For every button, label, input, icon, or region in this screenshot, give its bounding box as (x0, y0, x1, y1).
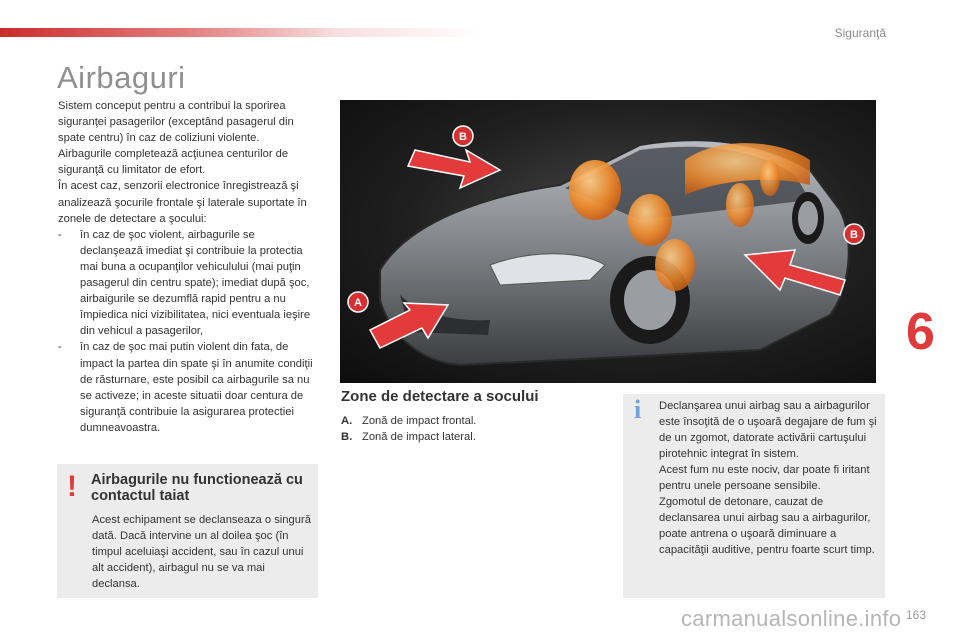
header-accent-bar (0, 28, 480, 37)
warning-title: Airbagurile nu functionează cu contactul taiat (91, 472, 303, 504)
bullet-text: în caz de şoc violent, airbagurile se declanşează imediat şi contribuie la protectia mai buna a ocupanţilor vehiculului (mai puţin pasagerul din centru spate); imediat după şoc, airbaigurile se dezumflă rapid pentru a nu împiedica nici vizibilitatea, nici eventuala ieşire din vehicul a pasagerilor, (80, 228, 311, 338)
warning-text: Acest echipament se declanseaza o singură dată. Dacă intervine un al doilea şoc (în timpul aceluiaşi accident, sau în cazul unui alt accident), airbagul nu se va mai declansa. (92, 514, 311, 590)
watermark: carmanualsonline.info (681, 606, 902, 631)
airbag-illustration (340, 100, 876, 383)
intro-paragraph: În acest caz, senzorii electronice înregistrează şi analizează şocurile frontale şi laterale suportate în zonele de detectare a şocului: (58, 180, 307, 225)
page-number: 163 (906, 608, 927, 622)
intro-paragraph: Sistem conceput pentru a contribui la sporirea siguranţei pasagerilor (exceptând pasagerul din spate centru) în caz de coliziuni violente. (58, 100, 294, 145)
chapter-number: 6 (906, 303, 935, 361)
impact-arrow-left (408, 150, 500, 188)
zone-badge-label: A (354, 297, 362, 309)
warning-icon: ! (67, 470, 77, 503)
list-item (58, 339, 320, 436)
zone-text: Zonă de impact lateral. (362, 431, 476, 443)
page-title: Airbaguri (57, 60, 186, 95)
info-paragraph: Acest fum nu este nociv, dar poate fi iritant pentru unele persoane sensibile. (659, 464, 870, 492)
zone-badge-b-top (453, 126, 473, 146)
bullet-text: în caz de şoc mai putin violent din fata, de impact la partea din spate şi în anumite condiţii de răsturnare, este posibil ca airbagurile sa nu se activeze; in aceste situatii doar centura de siguranţă contribuie la asigurarea protectiei dumneavoastra. (80, 341, 313, 434)
zones-list (341, 413, 601, 445)
bullet-dash: - (58, 341, 62, 354)
zone-badge-b-right (844, 224, 864, 244)
info-icon: i (634, 395, 642, 424)
zone-text: Zonă de impact frontal. (362, 415, 477, 427)
info-text (659, 398, 879, 558)
car-illustration-svg (340, 100, 876, 383)
zone-letter: B. (341, 431, 353, 443)
list-item (341, 429, 601, 445)
zone-badge-label: B (850, 229, 858, 241)
zone-badge-label: B (459, 131, 467, 143)
bullet-dash: - (58, 228, 62, 241)
info-paragraph: Declanşarea unui airbag sau a airbagurilor este însoţită de o uşoară degajare de fum şi de un zgomot, datorate activării cartuşului pirotehnic integrat în sistem. (659, 400, 877, 460)
intro-bullet-list (58, 227, 320, 436)
info-paragraph: Zgomotul de detonare, cauzat de declansarea unui airbag sau a airbagurilor, poate antrena o uşoară diminuare a capacităţii auditive, pentru foarte scurt timp. (659, 496, 875, 556)
info-box (623, 394, 885, 598)
section-name: Siguranţă (834, 26, 886, 40)
list-item (341, 413, 601, 429)
intro-paragraph: Airbagurile completează acţiunea centurilor de siguranţă cu limitator de efort. (58, 148, 289, 177)
warning-box (57, 464, 318, 598)
zones-title: Zone de detectare a socului (341, 388, 539, 405)
list-item (58, 227, 320, 340)
zone-badge-a (348, 292, 368, 312)
intro-text (58, 98, 320, 436)
zone-letter: A. (341, 415, 353, 427)
